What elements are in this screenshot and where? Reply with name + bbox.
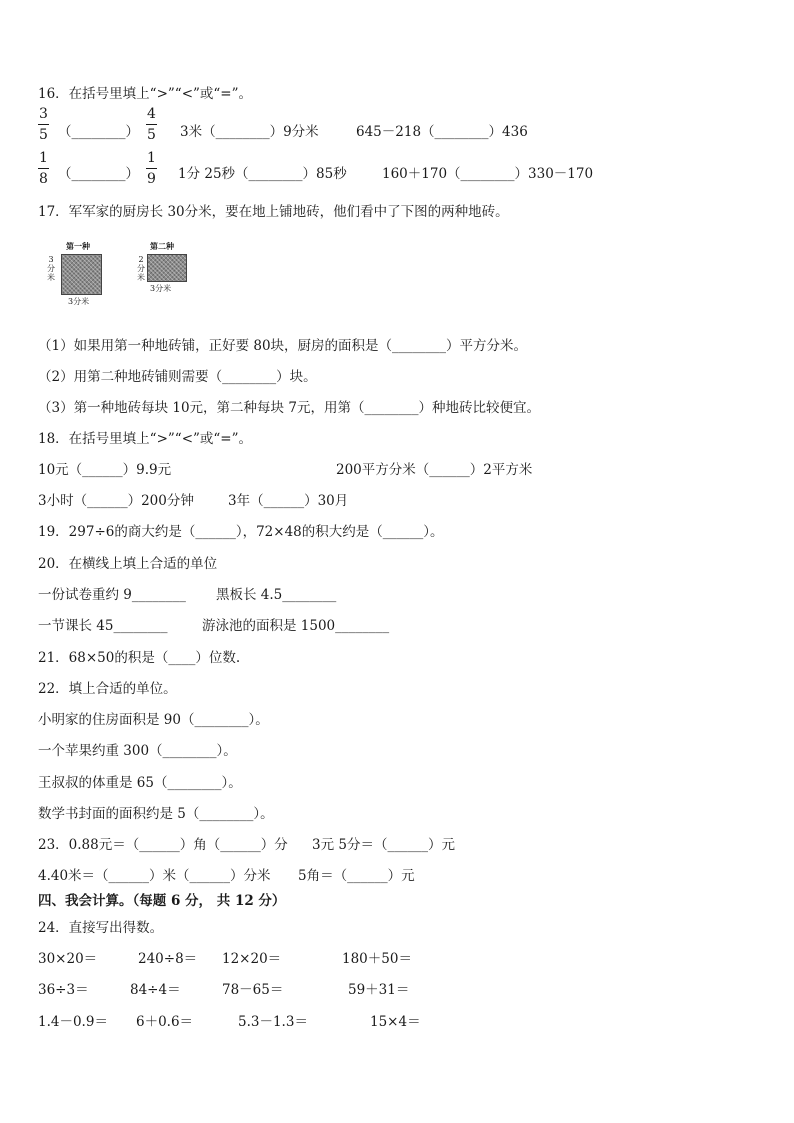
numerator: 3 — [39, 106, 48, 122]
q24-stem: 24．直接写出得数。 — [38, 920, 164, 936]
tile1-bottom-label: 3分米 — [68, 297, 90, 306]
q20-a[interactable]: 一份试卷重约 9________ — [38, 587, 186, 603]
q17-sub1[interactable]: （1）如果用第一种地砖铺，正好要 80块，厨房的面积是（________）平方分米。 — [38, 338, 528, 354]
q16-r2-item3[interactable]: 160＋170（________）330－170 — [382, 166, 594, 182]
q16-r2-fraction-a — [38, 150, 49, 187]
q22-a[interactable]: 小明家的住房面积是 90（________）。 — [38, 712, 269, 728]
fraction-bar — [38, 168, 49, 169]
fraction-bar — [146, 168, 157, 169]
q23-r2-a[interactable]: 4.40米＝（______）米（______）分米 — [38, 868, 271, 884]
fraction-bar — [38, 124, 49, 125]
calc-item[interactable]: 15×4＝ — [370, 1014, 421, 1030]
q16-r1-fraction-b — [146, 106, 157, 143]
q18-r2-a[interactable]: 3小时（______）200分钟 — [38, 493, 194, 509]
q16-stem: 16．在括号里填上“>”“<”或“=”。 — [38, 86, 253, 102]
calc-item[interactable]: 84÷4＝ — [130, 982, 181, 998]
q18-r2-b[interactable]: 3年（______）30月 — [228, 493, 349, 509]
calc-item[interactable]: 240÷8＝ — [138, 951, 198, 967]
calc-item[interactable]: 6＋0.6＝ — [136, 1014, 194, 1030]
q22-stem: 22．填上合适的单位。 — [38, 681, 177, 697]
calc-item[interactable]: 30×20＝ — [38, 951, 98, 967]
q18-r1-b[interactable]: 200平方分米（______）2平方米 — [336, 462, 533, 478]
calc-item[interactable]: 1.4－0.9＝ — [38, 1014, 108, 1030]
numerator: 4 — [147, 106, 156, 122]
q23-r2-b[interactable]: 5角＝（______）元 — [298, 868, 415, 884]
q19[interactable]: 19．297÷6的商大约是（______），72×48的积大约是（______）。 — [38, 524, 444, 540]
q16-r2-fraction-b — [146, 150, 157, 187]
q16-r1-item3[interactable]: 645－218（________）436 — [356, 124, 528, 140]
q16-r1-fraction-a — [38, 106, 49, 143]
calc-item[interactable]: 36÷3＝ — [38, 982, 89, 998]
calc-item[interactable]: 5.3－1.3＝ — [238, 1014, 308, 1030]
q20-d[interactable]: 游泳池的面积是 1500________ — [202, 618, 390, 634]
q16-r1-item2[interactable]: 3米（________）9分米 — [180, 124, 319, 140]
calc-item[interactable]: 78－65＝ — [222, 982, 284, 998]
section-4-heading: 四、我会计算。（每题 6 分， 共 12 分） — [38, 893, 286, 909]
q23-r1-b[interactable]: 3元 5分＝（______）元 — [312, 837, 455, 853]
q22-c[interactable]: 王叔叔的体重是 65（________）。 — [38, 775, 242, 791]
q16-r2-blank[interactable]: （________） — [58, 166, 139, 182]
tile2-side-label: 2分米 — [137, 255, 145, 282]
denominator: 9 — [147, 171, 156, 187]
tile1-title: 第一种 — [66, 241, 90, 251]
numerator: 1 — [39, 150, 48, 166]
tile2-square — [147, 254, 187, 282]
q16-r1-blank[interactable]: （________） — [58, 124, 139, 140]
tile1-side-label: 3分米 — [47, 255, 55, 282]
denominator: 5 — [147, 127, 156, 143]
calc-item[interactable]: 180＋50＝ — [342, 951, 412, 967]
tile2-title: 第二种 — [150, 241, 174, 251]
q17-sub3[interactable]: （3）第一种地砖每块 10元，第二种每块 7元，用第（________）种地砖比较便宜。 — [38, 400, 540, 416]
calc-item[interactable]: 59＋31＝ — [348, 982, 410, 998]
denominator: 8 — [39, 171, 48, 187]
q22-d[interactable]: 数学书封面的面积约是 5（________）。 — [38, 806, 274, 822]
tile2-bottom-label: 3分米 — [150, 284, 172, 293]
q18-r1-a[interactable]: 10元（______）9.9元 — [38, 462, 172, 478]
calc-item[interactable]: 12×20＝ — [222, 951, 282, 967]
q22-b[interactable]: 一个苹果约重 300（________）。 — [38, 743, 237, 759]
numerator: 1 — [147, 150, 156, 166]
q16-r2-item2[interactable]: 1分 25秒（________）85秒 — [178, 166, 347, 182]
q20-b[interactable]: 黑板长 4.5________ — [216, 587, 337, 603]
q20-c[interactable]: 一节课长 45________ — [38, 618, 168, 634]
tile-figure — [46, 238, 206, 308]
denominator: 5 — [39, 127, 48, 143]
q23-r1-a[interactable]: 23．0.88元＝（______）角（______）分 — [38, 837, 288, 853]
tile1-square — [61, 254, 102, 295]
q17-sub2[interactable]: （2）用第二种地砖铺则需要（________）块。 — [38, 369, 317, 385]
fraction-bar — [146, 124, 157, 125]
q18-stem: 18．在括号里填上“>”“<”或“=”。 — [38, 431, 253, 447]
q21[interactable]: 21．68×50的积是（____）位数. — [38, 650, 241, 666]
q17-stem: 17．军军家的厨房长 30分米，要在地上铺地砖，他们看中了下图的两种地砖。 — [38, 204, 509, 220]
q20-stem: 20．在横线上填上合适的单位 — [38, 556, 218, 572]
